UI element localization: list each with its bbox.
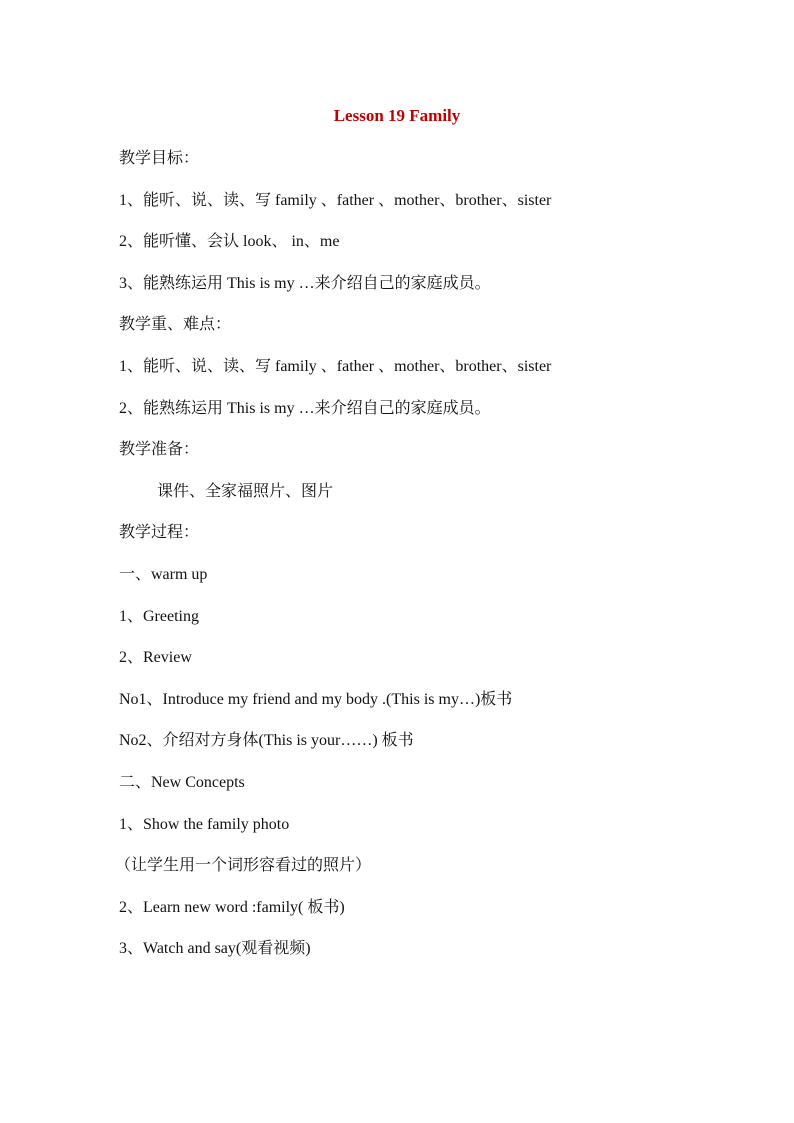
process-item: 1、Greeting: [119, 607, 199, 625]
section-heading-key-points: 教学重、难点：: [119, 316, 232, 334]
process-item: 3、Watch and say(观看视频): [119, 940, 311, 958]
preparation-item: 课件、全家福照片、图片: [157, 482, 334, 500]
section-heading-objectives: 教学目标：: [119, 150, 200, 167]
key-point-item: 2、能熟练运用 This is my …来介绍自己的家庭成员。: [119, 399, 491, 417]
section-heading-process: 教学过程：: [119, 524, 200, 542]
process-item: 1、Show the family photo: [119, 815, 290, 833]
objective-item: 2、能听懂、会认 look、 in、me: [119, 233, 340, 251]
objective-item: 1、能听、说、读、写 family 、father 、mother、brother、sister: [119, 191, 552, 209]
process-note: （让学生用一个词形容看过的照片）: [115, 857, 372, 875]
process-item: 2、Review: [119, 649, 192, 667]
lesson-title: Lesson 19 Family: [333, 106, 461, 125]
process-item: No1、Introduce my friend and my body .(This is my…)板书: [119, 690, 513, 708]
lesson-plan-body: [115, 146, 739, 978]
process-step-heading: 一、warm up: [119, 565, 208, 583]
process-item: 2、Learn new word :family( 板书): [119, 898, 345, 916]
process-item: No2、介绍对方身体(This is your……) 板书: [119, 732, 414, 750]
section-heading-preparation: 教学准备：: [119, 441, 200, 459]
key-point-item: 1、能听、说、读、写 family 、father 、mother、brother、sister: [119, 357, 552, 375]
process-step-heading: 二、New Concepts: [119, 773, 245, 791]
objective-item: 3、能熟练运用 This is my …来介绍自己的家庭成员。: [119, 274, 491, 292]
